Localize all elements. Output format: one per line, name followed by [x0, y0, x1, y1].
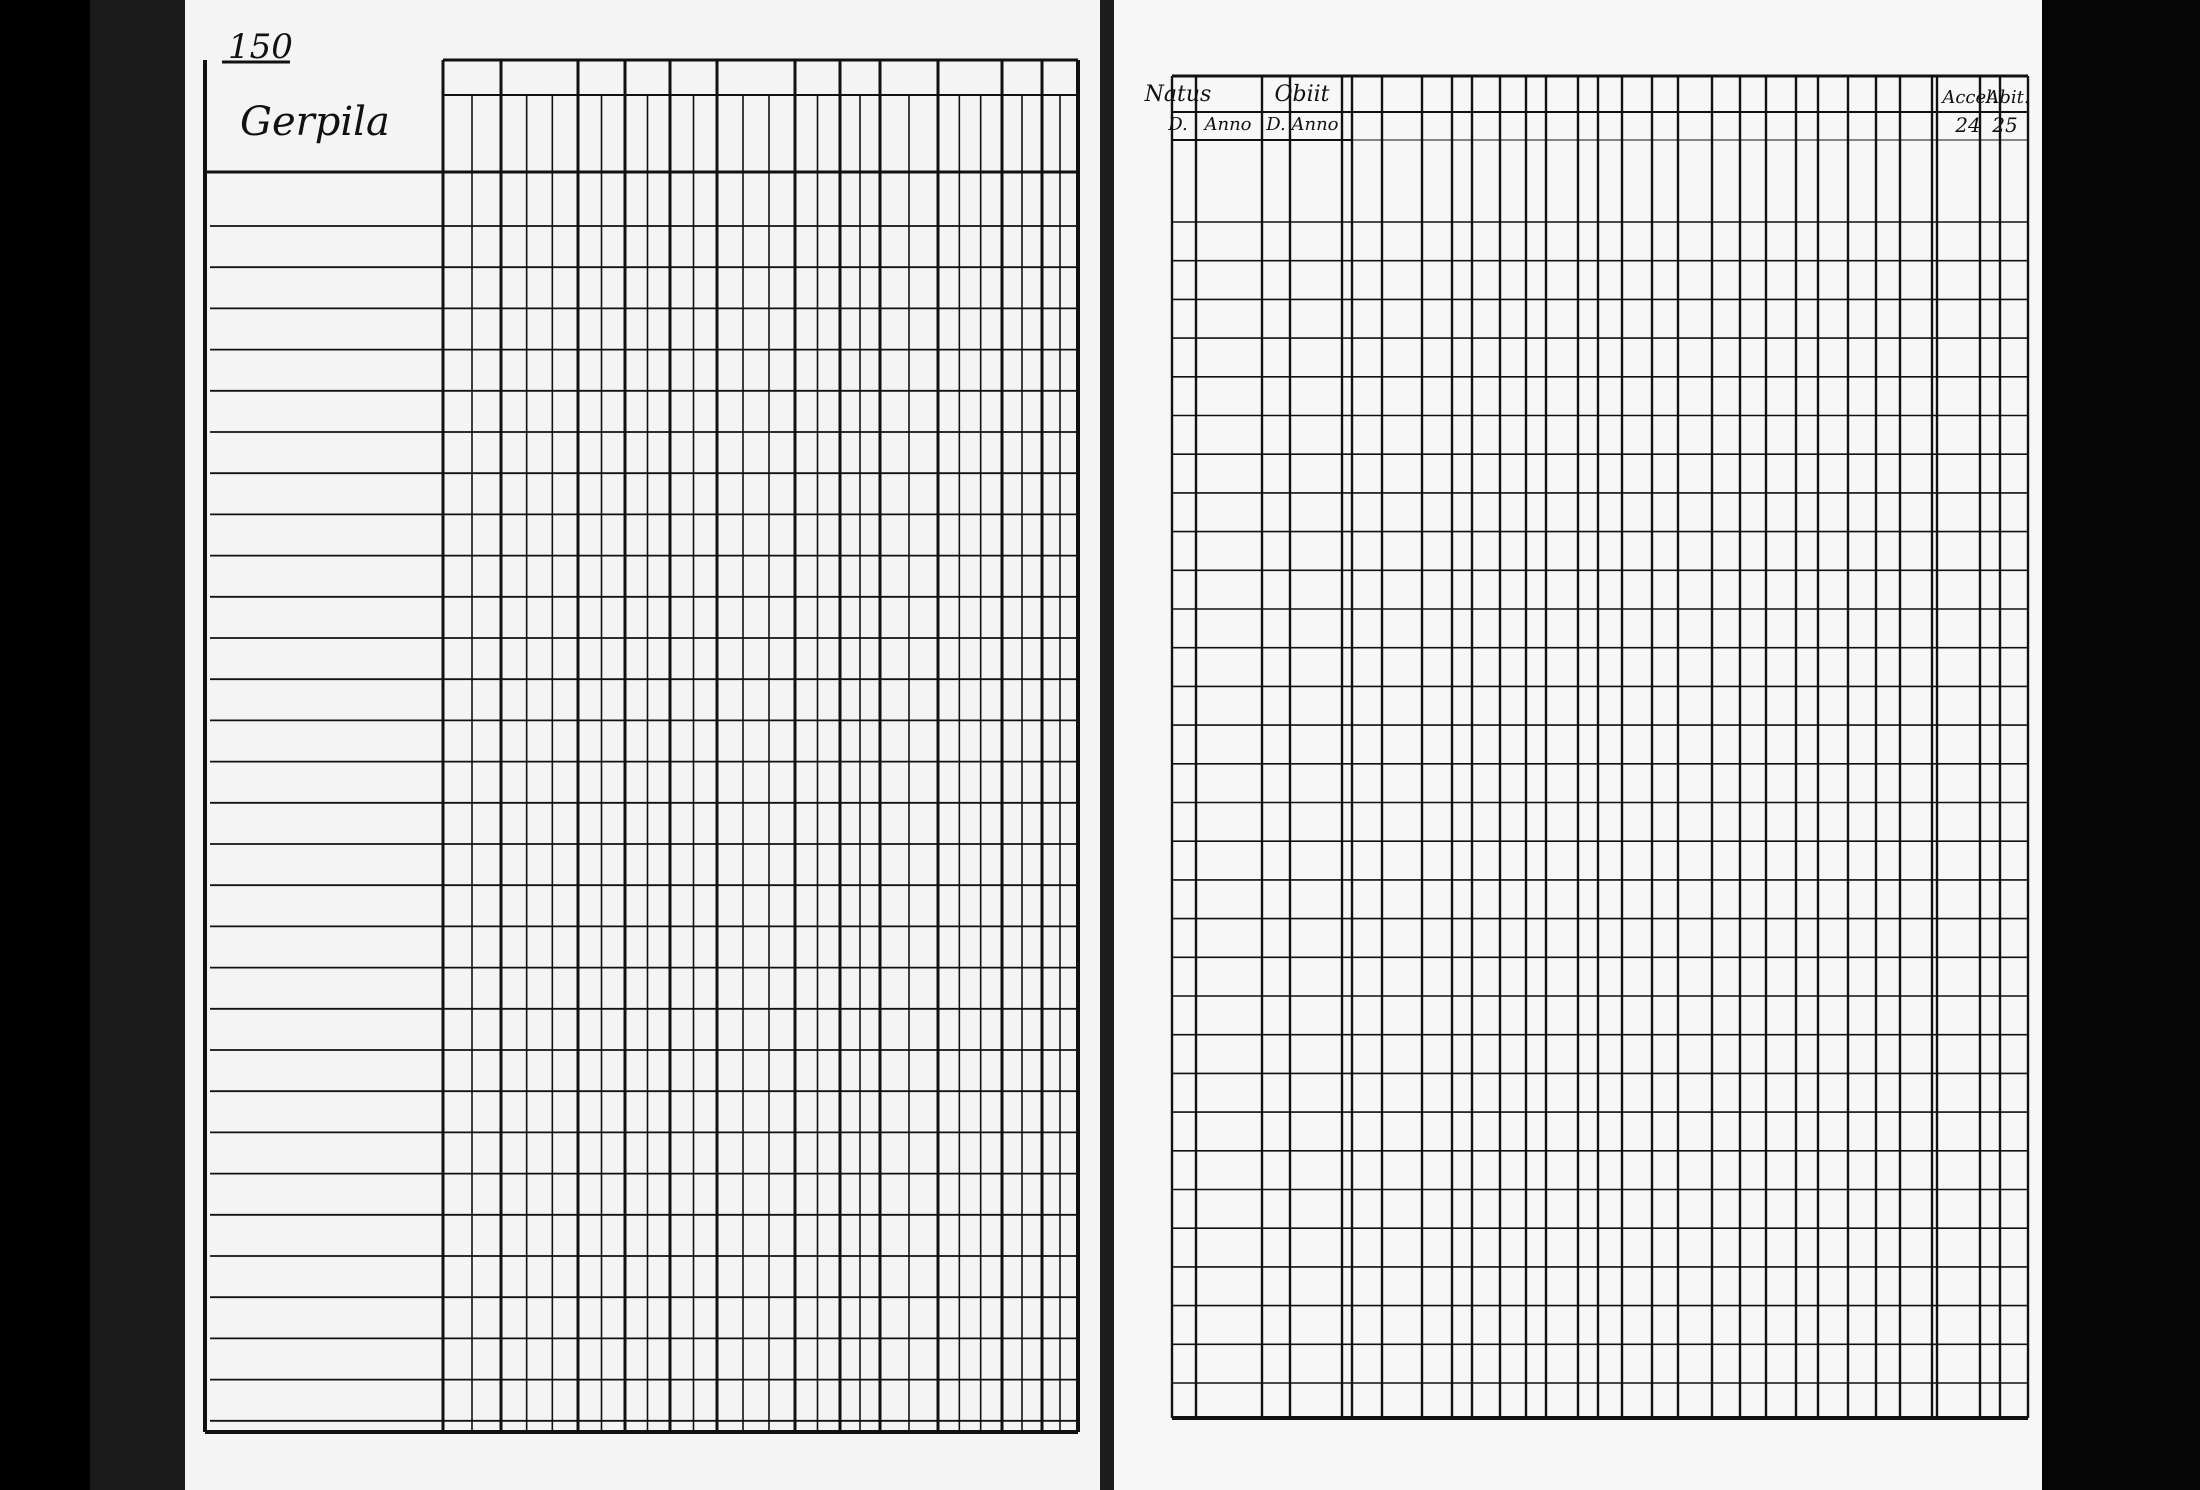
gutter	[1100, 0, 1114, 1490]
header-accel: Accel.	[1942, 87, 1998, 108]
header-obiit-d: D.	[1266, 114, 1286, 135]
left-page	[185, 0, 1100, 1490]
book-edge	[90, 0, 185, 1490]
header-abit: Abit.	[1986, 87, 2030, 108]
village-name: Gerpila	[240, 99, 390, 145]
page-number: 150	[228, 27, 293, 67]
header-abit-sub: 25	[1992, 113, 2018, 137]
header-anno: Anno	[1204, 114, 1252, 135]
header-natus: Natus	[1144, 82, 1212, 107]
header-obiit: Obiit	[1274, 82, 1330, 107]
header-d: D.	[1168, 114, 1188, 135]
header-obiit-anno: Anno	[1291, 114, 1339, 135]
right-dark-margin	[2042, 0, 2200, 1490]
header-accel-sub: 24	[1955, 113, 1981, 137]
